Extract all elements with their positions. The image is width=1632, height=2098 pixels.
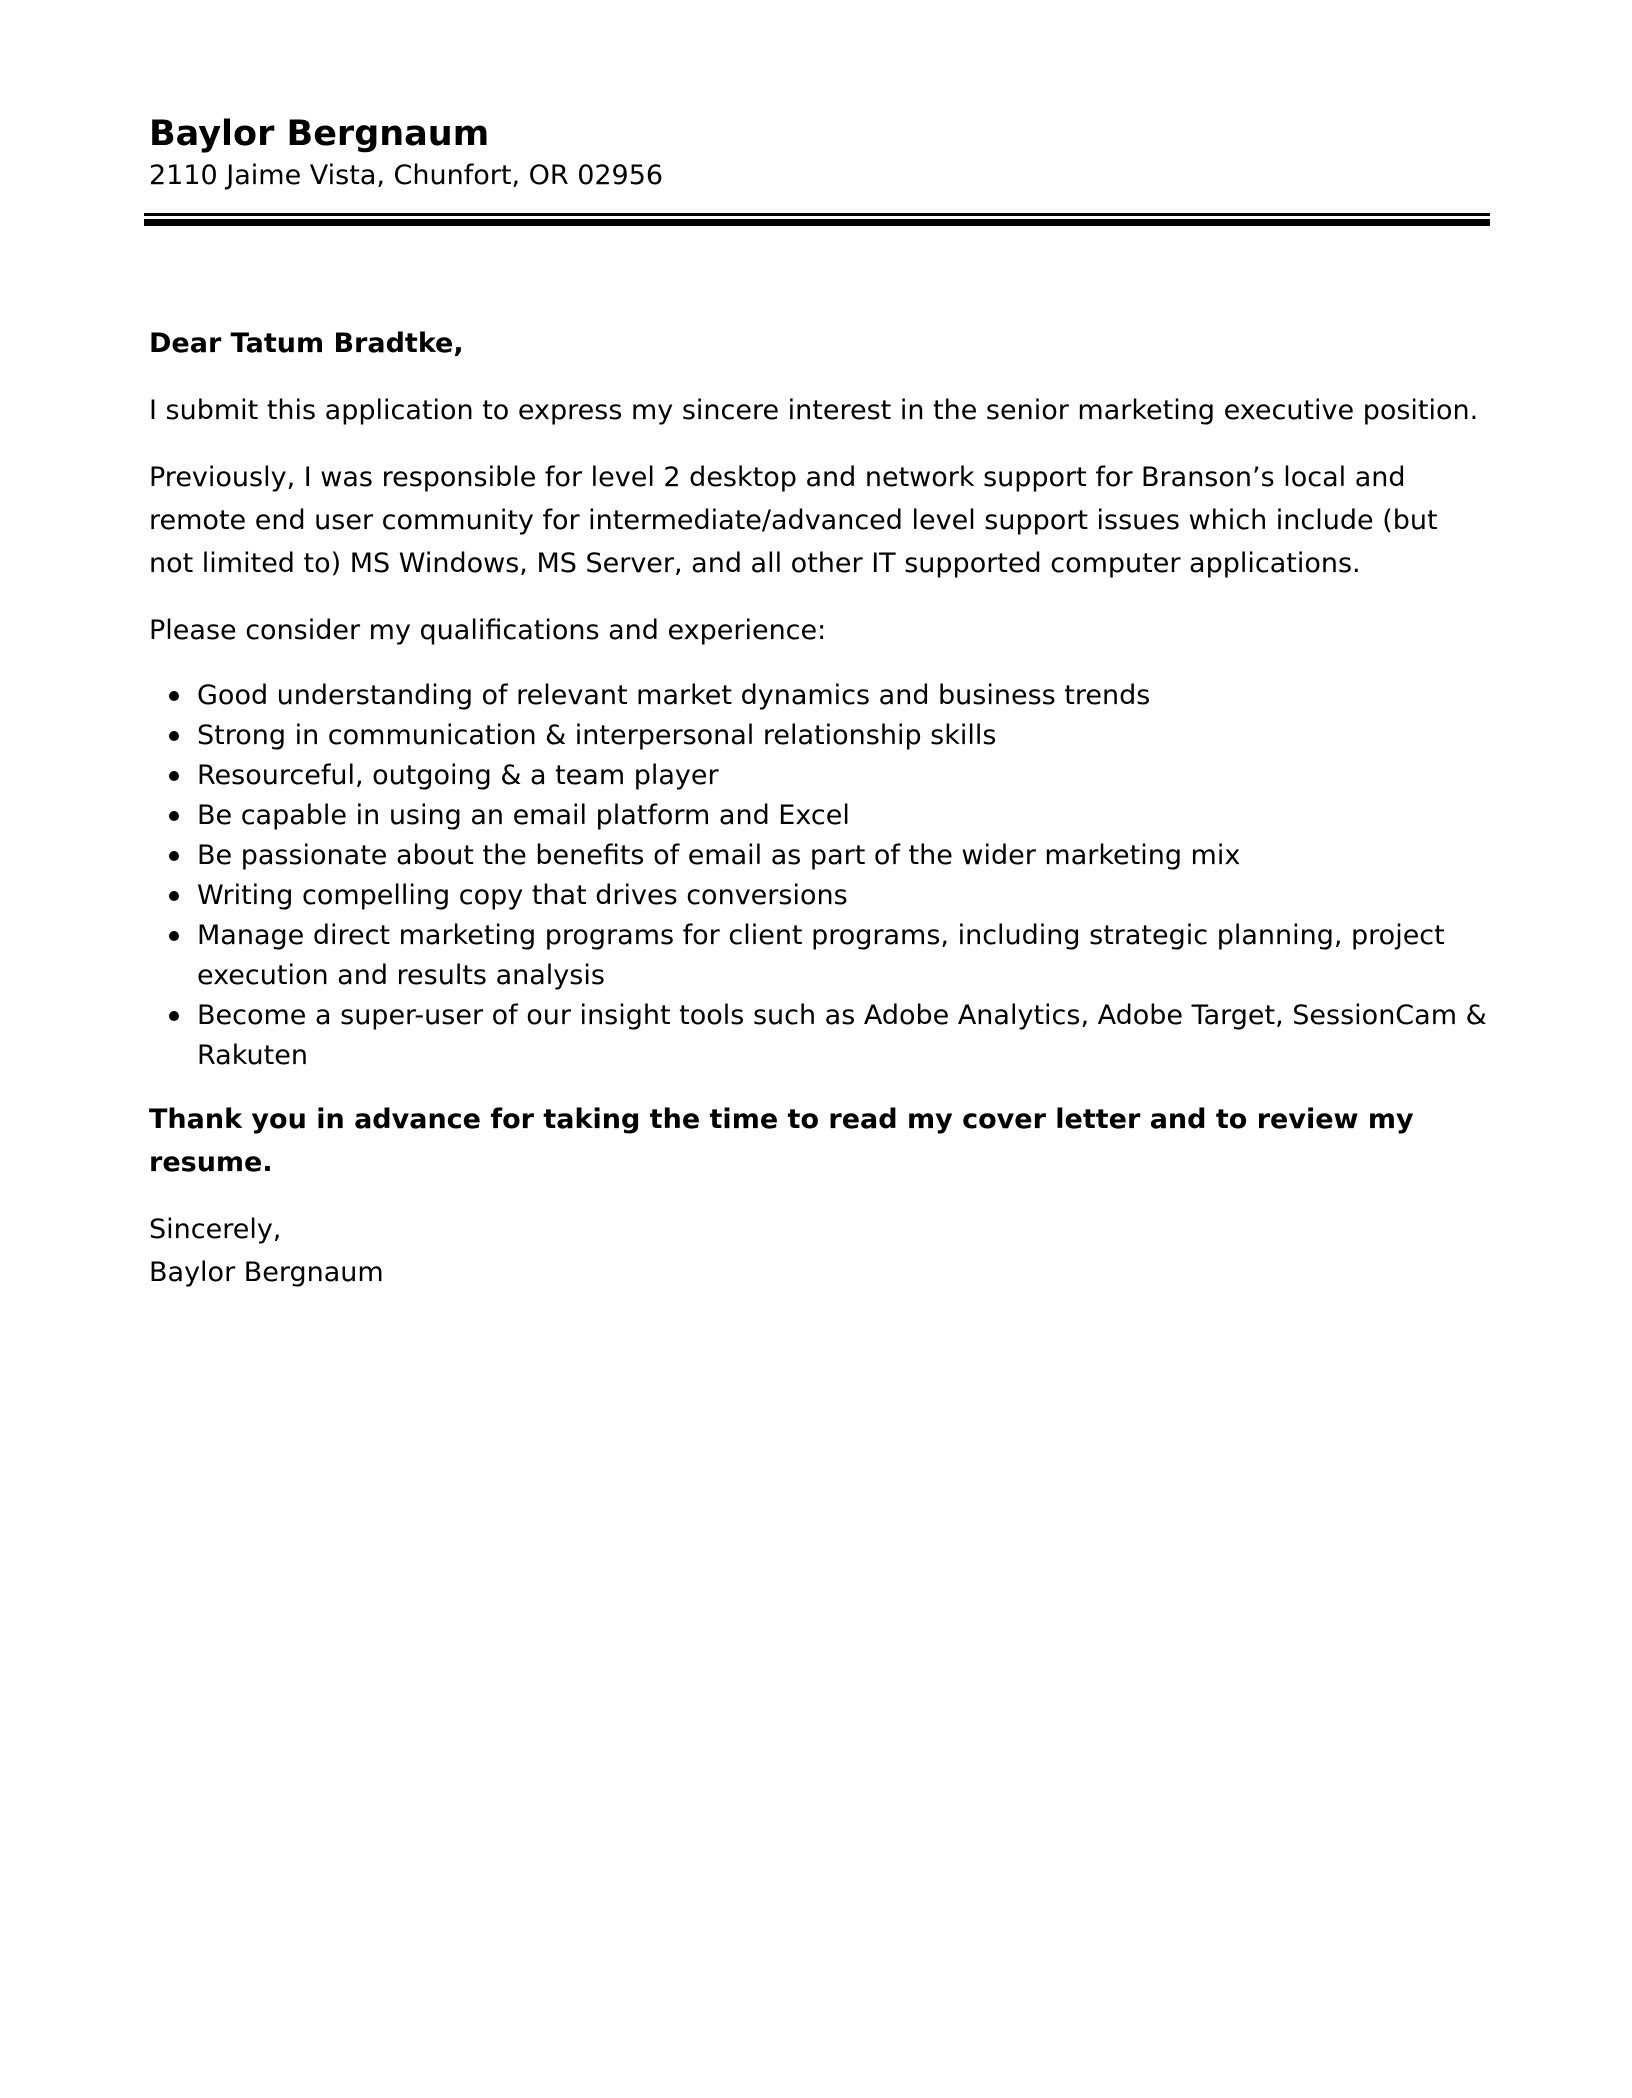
header-divider xyxy=(144,213,1490,226)
bullet-icon xyxy=(169,1011,179,1021)
bullet-icon xyxy=(169,811,179,821)
list-item-text: Be passionate about the benefits of email as part of the wider marketing mix xyxy=(197,840,1241,871)
list-item-text: Strong in communication & interpersonal relationship skills xyxy=(197,720,997,751)
letter-header xyxy=(149,110,1489,194)
qualifications-list xyxy=(149,676,1489,1076)
experience-paragraph: Previously, I was responsible for level 2 desktop and network support for Branson’s local and remote end user community for intermediate/advanced level support issues which include (but not limited to) MS Windows, MS Server, and all other IT supported computer applications. xyxy=(149,462,1438,579)
list-item-text: Be capable in using an email platform and Excel xyxy=(197,800,850,831)
list-item xyxy=(149,796,1489,836)
bullet-icon xyxy=(169,771,179,781)
sender-address: 2110 Jaime Vista, Chunfort, OR 02956 xyxy=(149,160,664,191)
sender-name: Baylor Bergnaum xyxy=(149,114,490,154)
bullet-icon xyxy=(169,851,179,861)
bullet-icon xyxy=(169,731,179,741)
qualifications-intro: Please consider my qualifications and experience: xyxy=(149,615,827,646)
list-item xyxy=(149,876,1489,916)
list-item xyxy=(149,676,1489,716)
closing-block xyxy=(149,1208,1489,1294)
bullet-icon xyxy=(169,691,179,701)
list-item-text: Good understanding of relevant market dynamics and business trends xyxy=(197,680,1151,711)
signoff: Sincerely, xyxy=(149,1214,282,1245)
list-item-text: Resourceful, outgoing & a team player xyxy=(197,760,719,791)
list-item-text: Manage direct marketing programs for client programs, including strategic planning, project execution and results analysis xyxy=(197,920,1445,991)
list-item xyxy=(149,916,1489,996)
list-item-text: Become a super-user of our insight tools such as Adobe Analytics, Adobe Target, SessionCam & Rakuten xyxy=(197,1000,1487,1071)
list-item-text: Writing compelling copy that drives conversions xyxy=(197,880,848,911)
bullet-icon xyxy=(169,891,179,901)
thanks-paragraph: Thank you in advance for taking the time to read my cover letter and to review my resume. xyxy=(149,1104,1414,1178)
list-item xyxy=(149,716,1489,756)
intro-paragraph: I submit this application to express my sincere interest in the senior marketing executive position. xyxy=(149,395,1479,426)
bullet-icon xyxy=(169,931,179,941)
signature-name: Baylor Bergnaum xyxy=(149,1257,384,1288)
letter-body xyxy=(149,322,1489,1294)
list-item xyxy=(149,836,1489,876)
list-item xyxy=(149,756,1489,796)
salutation: Dear Tatum Bradtke, xyxy=(149,328,464,359)
list-item xyxy=(149,996,1489,1076)
